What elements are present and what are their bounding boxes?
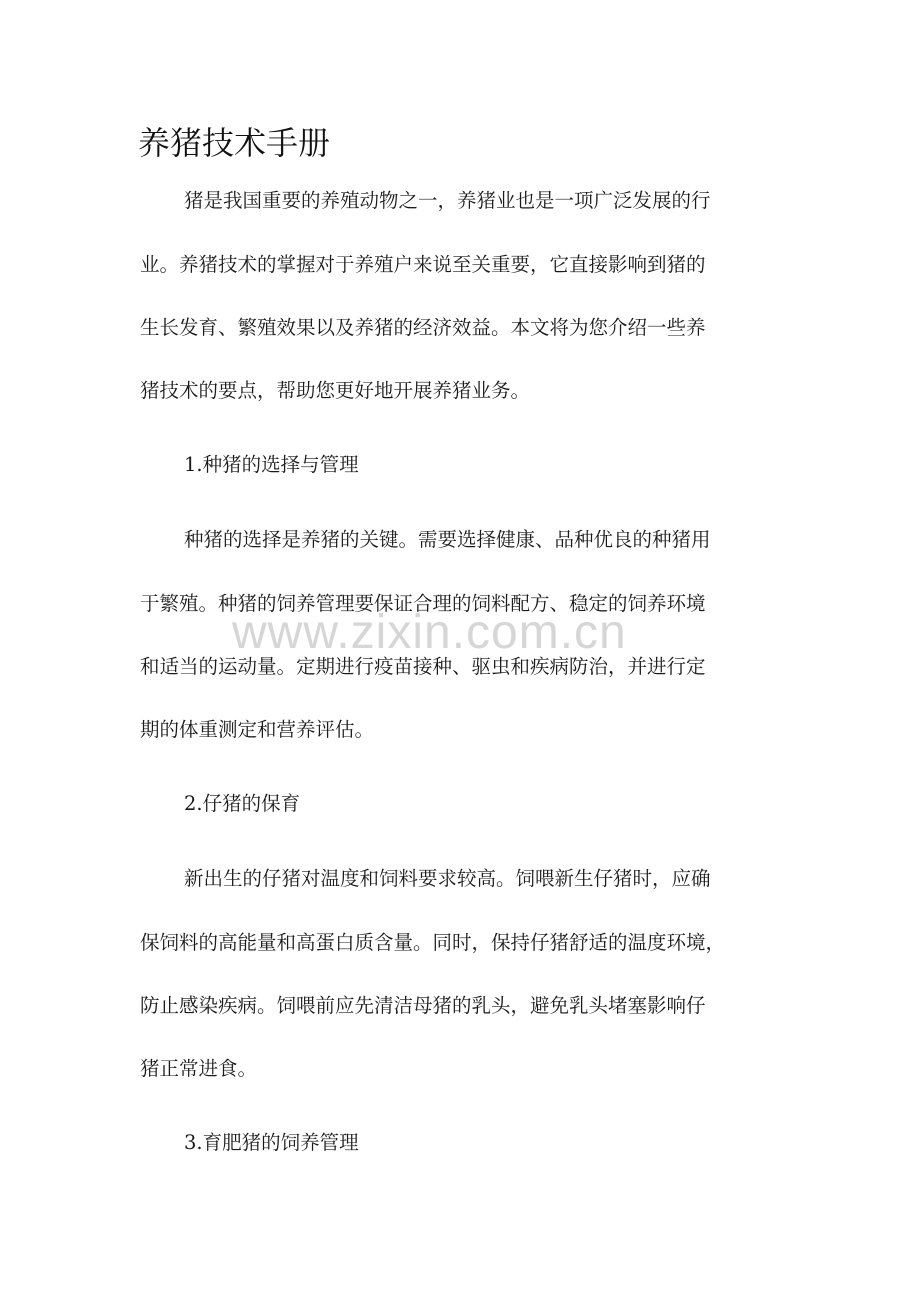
section-heading-1: 1.种猪的选择与管理 (184, 453, 359, 476)
section-2-line-1: 新出生的仔猪对温度和饲料要求较高。饲喂新生仔猪时，应确 (184, 867, 711, 890)
section-1-line-2: 于繁殖。种猪的饲养管理要保证合理的饲料配方、稳定的饲养环境 (140, 592, 706, 615)
section-2-line-4: 猪正常进食。 (140, 1057, 258, 1080)
section-heading-3: 3.育肥猪的饲养管理 (184, 1131, 359, 1154)
section-heading-2: 2.仔猪的保育 (184, 792, 301, 815)
intro-line-3: 生长发育、繁殖效果以及养猪的经济效益。本文将为您介绍一些养 (140, 316, 706, 339)
intro-line-1: 猪是我国重要的养殖动物之一，养猪业也是一项广泛发展的行 (184, 189, 711, 212)
watermark: www.zixin.com.cn (232, 606, 627, 659)
section-1-line-4: 期的体重测定和营养评估。 (140, 718, 375, 741)
section-1-line-1: 种猪的选择是养猪的关键。需要选择健康、品种优良的种猪用 (184, 528, 711, 551)
intro-line-2: 业。养猪技术的掌握对于养殖户来说至关重要，它直接影响到猪的 (140, 253, 706, 276)
document-title: 养猪技术手册 (138, 124, 331, 162)
section-2-line-2: 保饲料的高能量和高蛋白质含量。同时，保持仔猪舒适的温度环境， (140, 931, 726, 954)
section-2-line-3: 防止感染疾病。饲喂前应先清洁母猪的乳头，避免乳头堵塞影响仔 (140, 994, 706, 1017)
intro-line-4: 猪技术的要点，帮助您更好地开展养猪业务。 (140, 379, 531, 402)
section-1-line-3: 和适当的运动量。定期进行疫苗接种、驱虫和疾病防治，并进行定 (140, 655, 706, 678)
